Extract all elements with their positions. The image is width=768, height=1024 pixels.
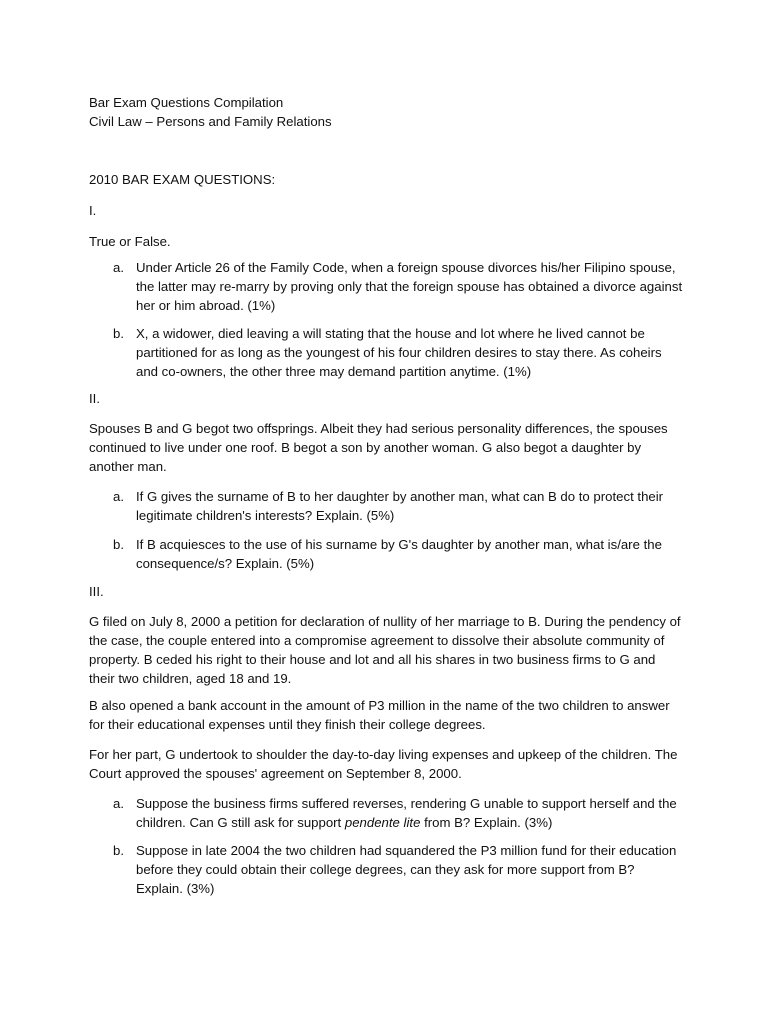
latin-term: pendente lite [344,815,421,830]
header-subtitle: Civil Law – Persons and Family Relations [89,114,332,129]
question-facts: Spouses B and G begot two offsprings. Albeit they had serious personality differences, the spouses continued to live under one roof. B begot a son by another woman. G also begot a daughter by another man. [89,421,668,474]
question-number-2: II. [89,391,100,406]
item-text-part: from B? Explain. (3%) [420,815,553,830]
list-marker: a. [113,489,124,504]
list-marker: b. [113,843,124,858]
question-number-1: I. [89,203,97,218]
section-title: 2010 BAR EXAM QUESTIONS: [89,172,276,187]
list-item-text: Suppose in late 2004 the two children had squandered the P3 million fund for their education before they could obtain their college degrees, can they ask for more support from B? Explain. (3%) [136,843,677,896]
list-item-text: If B acquiesces to the use of his surname by G's daughter by another man, what is/are the consequence/s? Explain. (5%) [136,537,662,571]
item-text-part: Suppose the business firms suffered reverses, rendering G unable to support herself and the children. Can G still ask for support [136,796,677,830]
question-number-3: III. [89,584,104,599]
question-instruction: True or False. [89,234,171,249]
list-item-text: If G gives the surname of B to her daughter by another man, what can B do to protect their legitimate children's interests? Explain. (5%) [136,489,664,523]
list-item-text: X, a widower, died leaving a will stating that the house and lot where he lived cannot be partitioned for as long as the youngest of his four children desires to stay there. As coheirs and co-owners, the other three may demand partition anytime. (1%) [136,326,662,379]
question-paragraph: B also opened a bank account in the amount of P3 million in the name of the two children to answer for their educational expenses until they finish their college degrees. [89,698,670,732]
list-item-text [136,794,684,832]
question-paragraph: G filed on July 8, 2000 a petition for declaration of nullity of her marriage to B. During the pendency of the case, the couple entered into a compromise agreement to dissolve their absolute community of property. B ceded his right to their house and lot and all his shares in two business firms to G and their two children, aged 18 and 19. [89,614,681,686]
question-paragraph: For her part, G undertook to shoulder the day-to-day living expenses and upkeep of the children. The Court approved the spouses' agreement on September 8, 2000. [89,747,678,781]
list-item-text: Under Article 26 of the Family Code, when a foreign spouse divorces his/her Filipino spouse, the latter may re-marry by proving only that the foreign spouse has obtained a divorce against her or him abroad. (1%) [136,260,683,313]
list-marker: a. [113,260,124,275]
list-marker: b. [113,326,124,341]
list-marker: a. [113,796,124,811]
header-title: Bar Exam Questions Compilation [89,95,284,110]
list-marker: b. [113,537,124,552]
